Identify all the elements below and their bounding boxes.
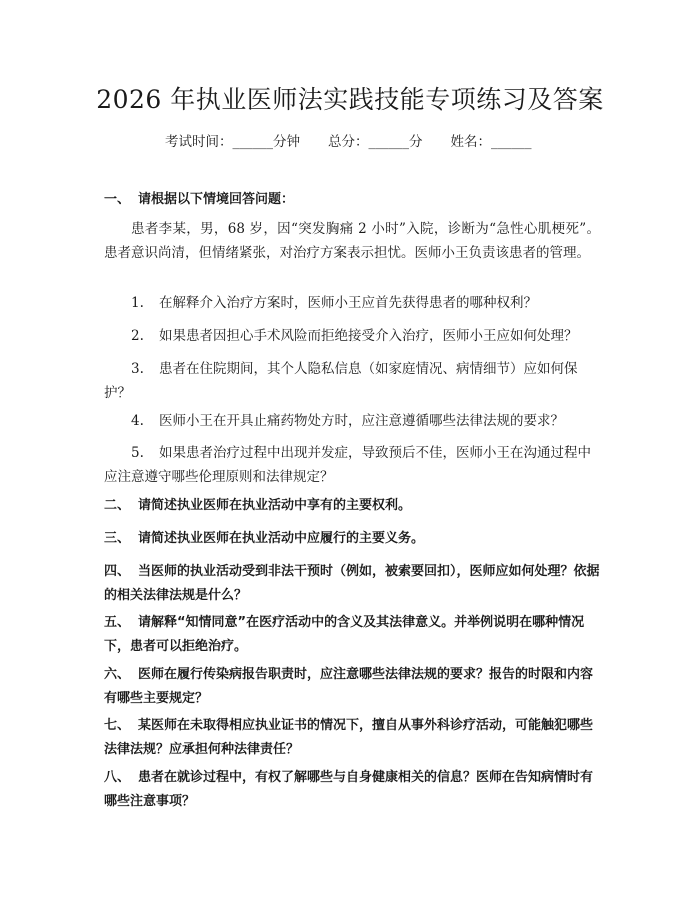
sub-question-1	[104, 291, 600, 315]
question-text: 患者在就诊过程中，有权了解哪些与自身健康相关的信息？医师在告知病情时有哪些注意事项？	[104, 770, 594, 809]
question-number: 二、	[104, 498, 131, 513]
total-score-label: 总分：______分	[328, 134, 423, 150]
sub-question-text: 在解释介入治疗方案时，医师小王应首先获得患者的哪种权利？	[159, 295, 537, 311]
sub-question-4	[104, 409, 600, 433]
sub-question-number: 5.	[131, 445, 144, 461]
question-number: 五、	[104, 615, 131, 630]
sub-question-text: 医师小王在开具止痛药物处方时，应注意遵循哪些法律法规的要求？	[159, 413, 564, 429]
sub-question-number: 1.	[131, 295, 144, 311]
question-text: 请简述执业医师在执业活动中享有的主要权利。	[138, 498, 412, 513]
question-number: 七、	[104, 718, 131, 733]
question-text: 医师在履行传染病报告职责时，应注意哪些法律法规的要求？报告的时限和内容有哪些主要规定？	[104, 667, 594, 706]
question-number: 八、	[104, 770, 131, 785]
page-title: 2026 年执业医师法实践技能专项练习及答案	[96, 85, 604, 114]
question-number: 三、	[104, 531, 131, 546]
question-text: 请简述执业医师在执业活动中应履行的主要义务。	[138, 531, 425, 546]
question-1-heading	[104, 188, 600, 212]
exam-info-line	[165, 132, 532, 152]
name-label: 姓名：______	[450, 134, 532, 150]
question-number: 一、	[104, 192, 131, 207]
question-text: 请解释“知情同意”在医疗活动中的含义及其法律意义。并举例说明在哪种情况下，患者可以拒绝治疗。	[104, 615, 585, 654]
sub-question-2	[104, 324, 600, 348]
question-text: 请根据以下情境回答问题：	[138, 192, 295, 207]
sub-question-5	[104, 441, 600, 489]
sub-question-text: 患者在住院期间，其个人隐私信息（如家庭情况、病情细节）应如何保护？	[104, 361, 578, 401]
question-4	[104, 560, 600, 608]
question-8	[104, 766, 600, 814]
sub-question-number: 4.	[131, 413, 144, 429]
question-3	[104, 527, 600, 551]
sub-question-3	[104, 357, 600, 405]
question-7	[104, 714, 600, 762]
exam-time-label: 考试时间：______分钟	[165, 134, 300, 150]
sub-question-text: 如果患者因担心手术风险而拒绝接受介入治疗，医师小王应如何处理？	[159, 328, 578, 344]
question-5	[104, 611, 600, 659]
question-2	[104, 494, 600, 518]
sub-question-number: 3.	[131, 361, 144, 377]
question-text: 某医师在未取得相应执业证书的情况下，擅自从事外科诊疗活动，可能触犯哪些法律法规？应承担何种法律责任？	[104, 718, 594, 757]
question-number: 四、	[104, 564, 131, 579]
question-text: 当医师的执业活动受到非法干预时（例如，被索要回扣），医师应如何处理？依据的相关法律法规是什么？	[104, 564, 600, 603]
scenario-paragraph: 患者李某，男，68 岁，因“突发胸痛 2 小时”入院，诊断为“急性心肌梗死”。患者意识尚清，但情绪紧张，对治疗方案表示担忧。医师小王负责该患者的管理。	[104, 221, 600, 261]
question-number: 六、	[104, 667, 131, 682]
sub-question-number: 2.	[131, 328, 144, 344]
question-6	[104, 663, 600, 711]
sub-question-text: 如果患者治疗过程中出现并发症，导致预后不佳，医师小王在沟通过程中应注意遵守哪些伦理原则和法律规定？	[104, 445, 591, 485]
